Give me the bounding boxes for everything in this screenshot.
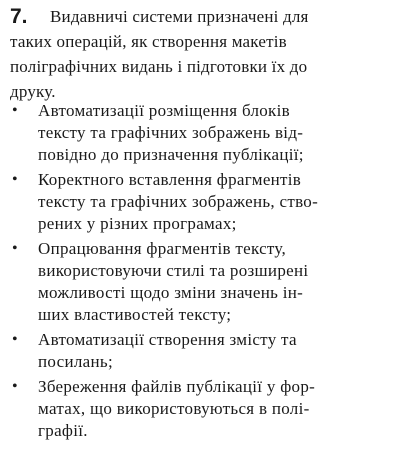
question-number: 7. <box>10 5 28 28</box>
list-item-line: ших властивостей тексту; <box>38 305 232 324</box>
list-item-line: тексту та графічних зображень, ство- <box>38 192 319 211</box>
list-item-line: матах, що використовуються в полі- <box>38 399 310 418</box>
list-item-line: Коректного вставлення фрагментів <box>38 170 302 189</box>
list-item-line: можливості щодо зміни значень ін- <box>38 283 304 302</box>
question-text-line: Видавничі системи призначені для <box>50 7 309 26</box>
options-list <box>10 100 394 442</box>
list-item-line: посилань; <box>38 352 113 371</box>
list-item-line: Опрацювання фрагментів тексту, <box>38 239 287 258</box>
list-item <box>10 329 394 373</box>
list-item-line: графії. <box>38 421 88 440</box>
bullet-icon: • <box>12 331 18 348</box>
bullet-icon: • <box>12 378 18 395</box>
bullet-icon: • <box>12 102 18 119</box>
list-item-line: Автоматизації створення змісту та <box>38 330 297 349</box>
bullet-icon: • <box>12 171 18 188</box>
list-item <box>10 376 394 442</box>
list-item <box>10 100 394 166</box>
question-text-line: поліграфічних видань і підготовки їх до <box>10 57 308 76</box>
list-item-line: тексту та графічних зображень від- <box>38 123 304 142</box>
list-item-line: повідно до призначення публікації; <box>38 145 304 164</box>
bullet-icon: • <box>12 240 18 257</box>
question-text-line: таких операцій, як створення макетів <box>10 32 287 51</box>
list-item-line: рених у різних програмах; <box>38 214 237 233</box>
list-item <box>10 169 394 235</box>
list-item <box>10 238 394 326</box>
question-text-line: друку. <box>10 82 56 101</box>
list-item-line: Автоматизації розміщення блоків <box>38 101 290 120</box>
list-item-line: Збереження файлів публікації у фор- <box>38 377 316 396</box>
list-item-line: використовуючи стилі та розширені <box>38 261 309 280</box>
